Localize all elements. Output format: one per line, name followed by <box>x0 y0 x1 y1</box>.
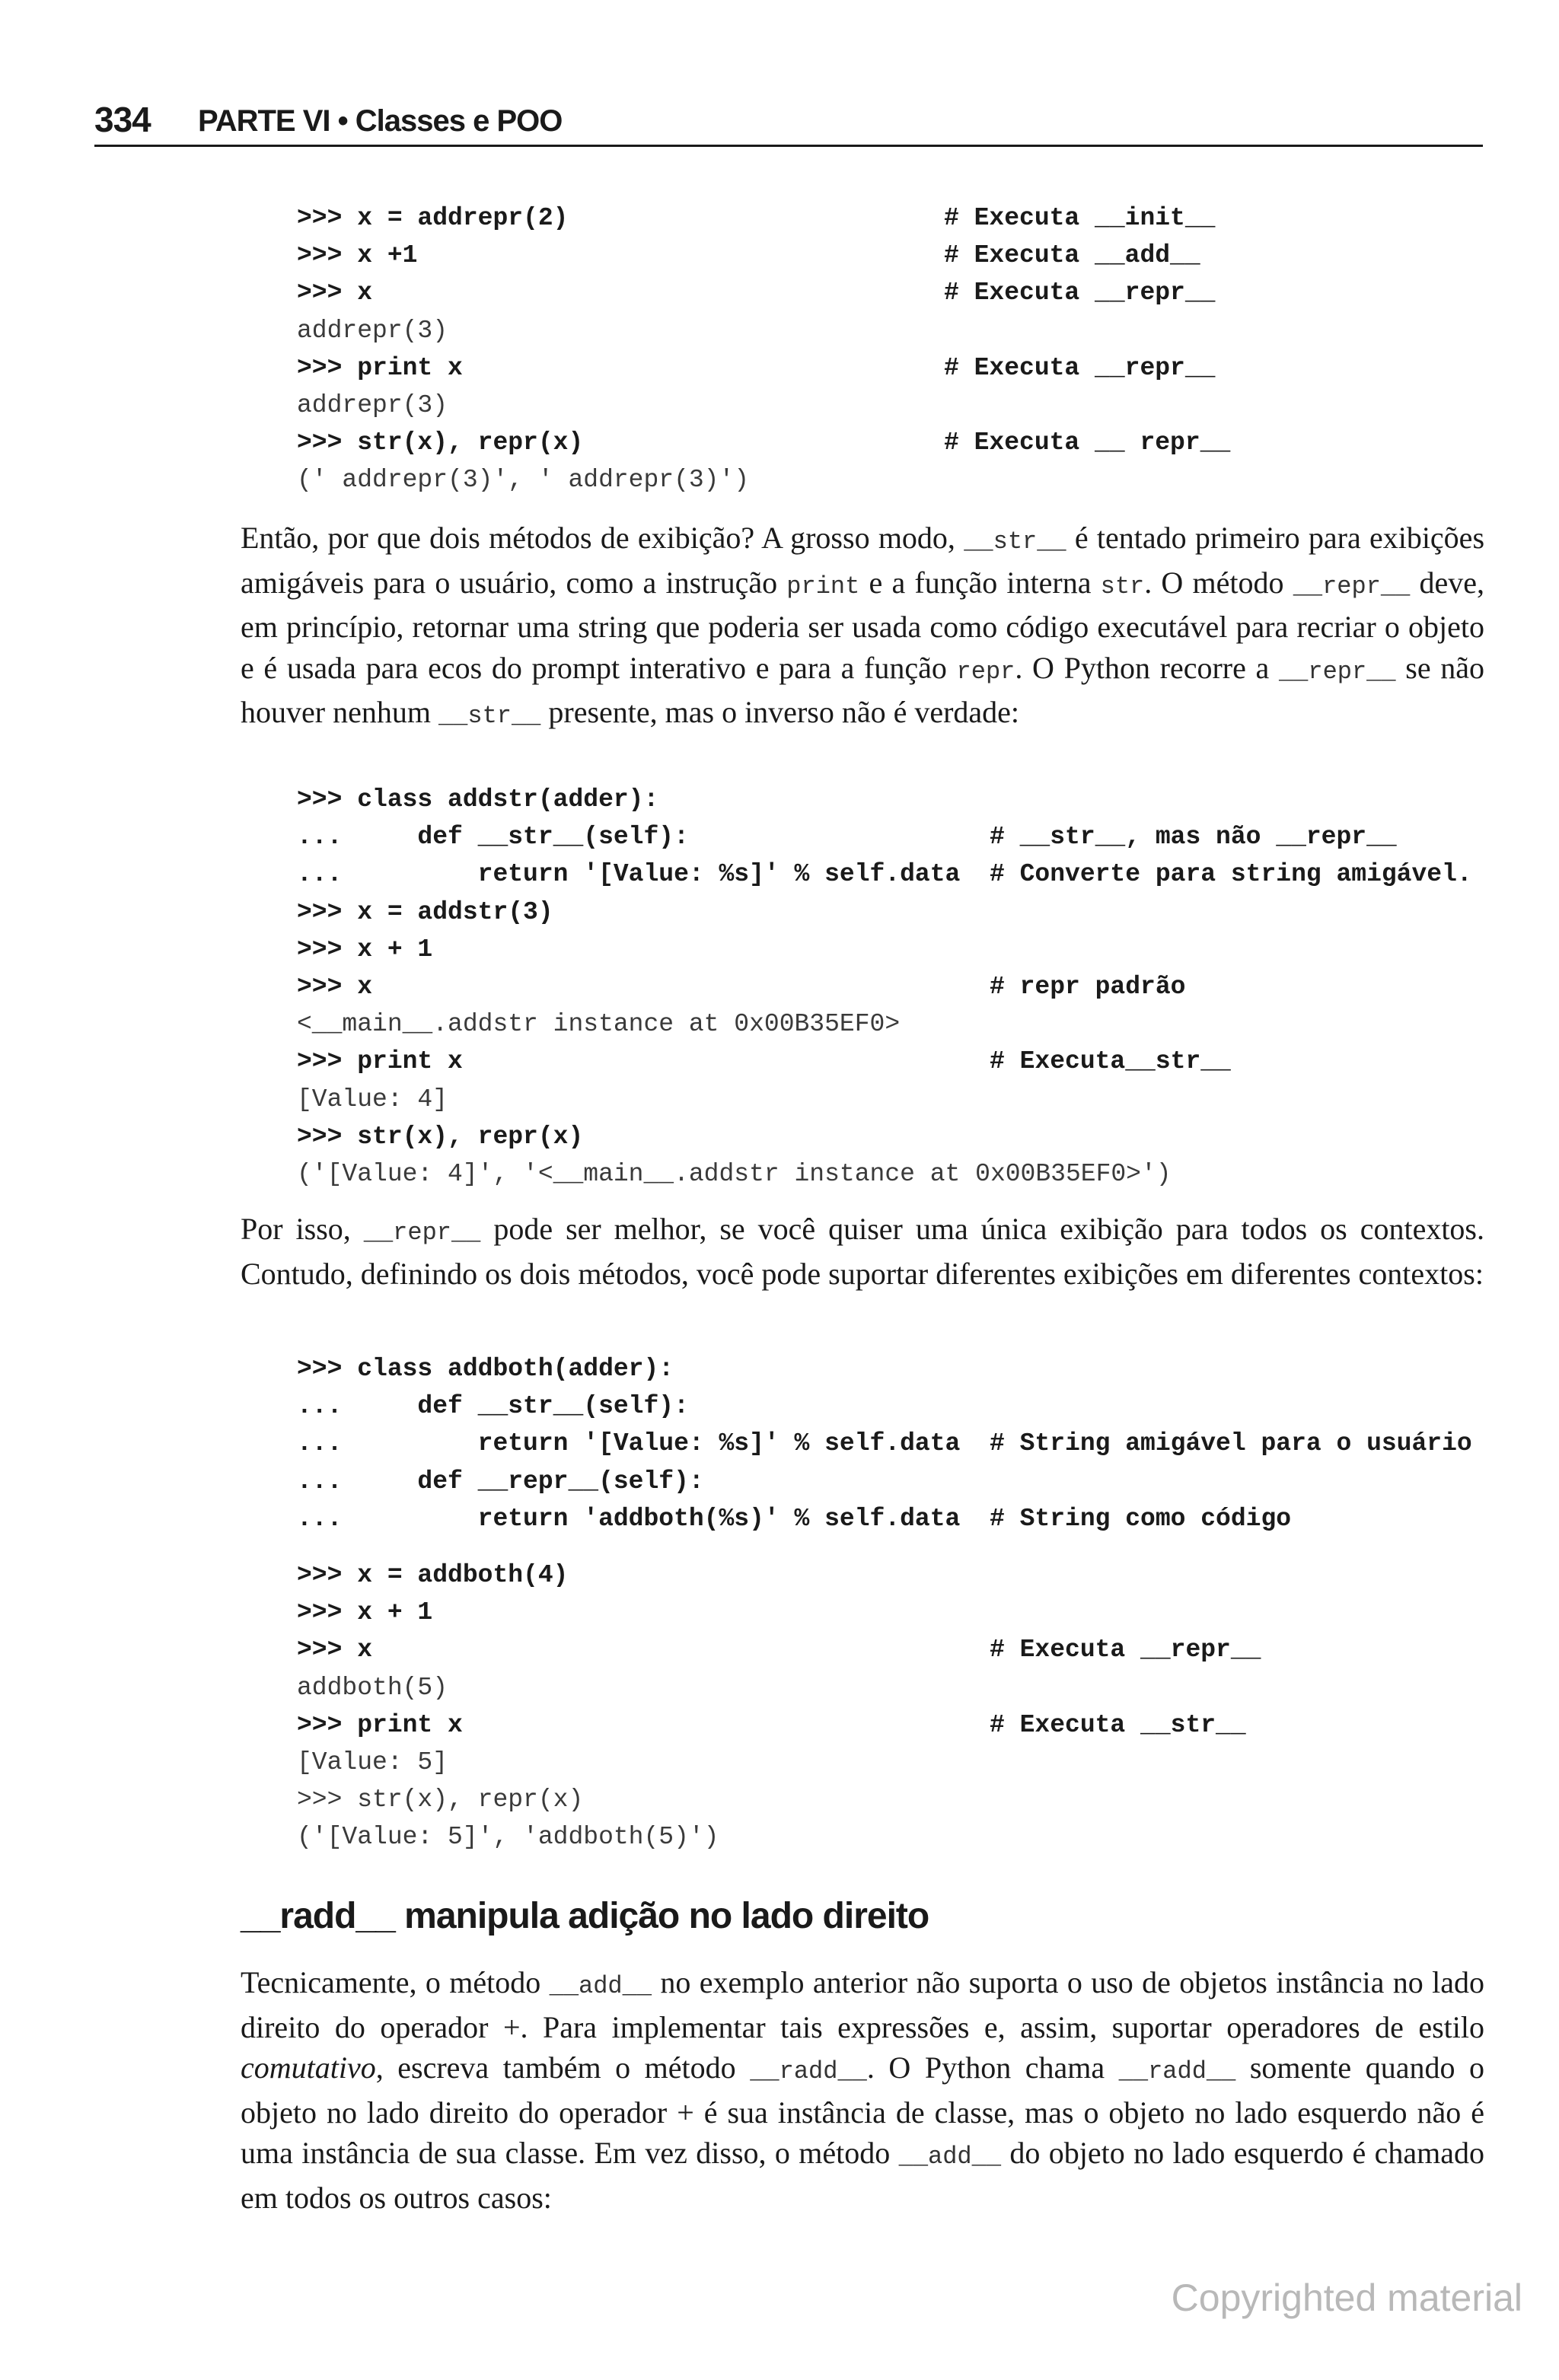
inline-code: repr <box>956 657 1015 686</box>
code-comment: # Executa __init__ <box>944 204 1216 232</box>
code-block-addboth-class <box>297 1350 1472 1537</box>
inline-code: __add__ <box>898 2143 1002 2171</box>
inline-code: __str__ <box>964 527 1066 556</box>
code-comment: # Executa __repr__ <box>944 279 1216 307</box>
code-comment: # String amigável para o usuário <box>990 1429 1472 1458</box>
code-block-addrepr <box>297 199 1231 499</box>
code-output: [Value: 4] <box>297 1085 448 1114</box>
code-line: ... return 'addboth(%s)' % self.data <box>297 1504 961 1533</box>
inline-code: __add__ <box>549 1972 652 2000</box>
code-line: >>> print x <box>297 353 463 382</box>
paragraph-display-methods: Então, por que dois métodos de exibição? A grosso modo, __str__ é tentado primeiro para exibições amigáveis para o usuário, como a instrução print e a função interna str. O método __repr__ deve, em princípio, retornar uma string que poderia ser usada como código executável para recriar o objeto e é usada para ecos do prompt interativo e para a função repr. O Python recorre a __repr__ se não houver nenhum __str__ presente, mas o inverso não é verdade: <box>241 521 1485 730</box>
code-comment: # Executa __str__ <box>990 1710 1246 1739</box>
code-comment: # Executa __add__ <box>944 241 1200 270</box>
code-output: <__main__.addstr instance at 0x00B35EF0> <box>297 1010 901 1039</box>
code-line: >>> x + 1 <box>297 1598 433 1627</box>
code-line: >>> str(x), repr(x) <box>297 429 584 457</box>
code-comment: # Executa __repr__ <box>944 353 1216 382</box>
inline-code: __str__ <box>438 702 541 730</box>
code-line: >>> x = addrepr(2) <box>297 204 569 232</box>
code-line: >>> print x <box>297 1710 463 1739</box>
inline-code: __repr__ <box>363 1219 481 1247</box>
code-comment: # String como código <box>990 1504 1292 1533</box>
running-title: PARTE VI • Classes e POO <box>198 104 563 138</box>
code-output: addboth(5) <box>297 1673 448 1702</box>
code-line: >>> x <box>297 972 373 1001</box>
code-line: >>> x <box>297 1636 373 1665</box>
code-output: ('[Value: 5]', 'addboth(5)') <box>297 1823 719 1852</box>
page-header <box>94 99 1483 147</box>
code-line: >>> class addboth(adder): <box>297 1355 674 1383</box>
code-line: ... def __str__(self): <box>297 1392 689 1421</box>
inline-code: str <box>1100 572 1145 601</box>
code-comment: # Executa __repr__ <box>990 1636 1261 1665</box>
code-comment: # Converte para string amigável. <box>990 860 1472 889</box>
code-line: >>> class addstr(adder): <box>297 785 659 814</box>
code-comment: # Executa__str__ <box>990 1047 1231 1076</box>
paragraph-radd: Tecnicamente, o método __add__ no exemplo anterior não suporta o uso de objetos instância no lado direito do operador +. Para implementar tais expressões e, assim, suportar operadores de estilo comutativo, escreva também o método __radd__. O Python chama __radd__ somente quando o objeto no lado direito do operador + é sua instância de classe, mas o objeto no lado esquerdo não é uma instância de sua classe. Em vez disso, o método __add__ do objeto no lado esquerdo é chamado em todos os outros casos: <box>241 1965 1485 2215</box>
code-line: ... return '[Value: %s]' % self.data <box>297 1429 961 1458</box>
code-line: ... def __repr__(self): <box>297 1467 704 1496</box>
code-comment: # repr padrão <box>990 972 1186 1001</box>
code-output: >>> str(x), repr(x) <box>297 1786 584 1814</box>
code-line: >>> x +1 <box>297 241 418 270</box>
code-output: (' addrepr(3)', ' addrepr(3)') <box>297 466 750 495</box>
code-line: >>> print x <box>297 1047 463 1076</box>
inline-code: __repr__ <box>1293 572 1411 601</box>
code-line: >>> x = addstr(3) <box>297 897 553 926</box>
code-line: ... return '[Value: %s]' % self.data <box>297 860 961 889</box>
inline-code: __radd__ <box>750 2057 867 2085</box>
code-output: addrepr(3) <box>297 316 448 345</box>
code-output: [Value: 5] <box>297 1748 448 1776</box>
code-comment: # __str__, mas não __repr__ <box>990 823 1397 852</box>
code-block-addstr <box>297 781 1472 1193</box>
page-number: 334 <box>94 100 151 139</box>
code-output: ('[Value: 4]', '<__main__.addstr instance at 0x00B35EF0>') <box>297 1159 1172 1188</box>
paragraph-repr-contexts: Por isso, __repr__ pode ser melhor, se você quiser uma única exibição para todos os contextos. Contudo, definindo os dois métodos, você pode suportar diferentes exibições em diferentes contextos: <box>241 1212 1484 1291</box>
code-line: >>> x = addboth(4) <box>297 1561 569 1589</box>
emphasis: comutativo <box>241 2050 376 2085</box>
code-line: >>> x <box>297 279 373 307</box>
section-heading: __radd__ manipula adição no lado direito <box>241 1896 929 1936</box>
inline-code: __radd__ <box>1118 2057 1236 2085</box>
inline-code: __repr__ <box>1278 657 1396 686</box>
copyright-watermark: Copyrighted material <box>1171 2276 1522 2319</box>
code-line: ... def __str__(self): <box>297 823 689 852</box>
code-line: >>> str(x), repr(x) <box>297 1122 584 1151</box>
code-block-addboth-usage <box>297 1556 1261 1856</box>
code-comment: # Executa __ repr__ <box>944 429 1231 457</box>
code-output: addrepr(3) <box>297 390 448 419</box>
code-line: >>> x + 1 <box>297 935 433 964</box>
inline-code: print <box>786 572 860 601</box>
